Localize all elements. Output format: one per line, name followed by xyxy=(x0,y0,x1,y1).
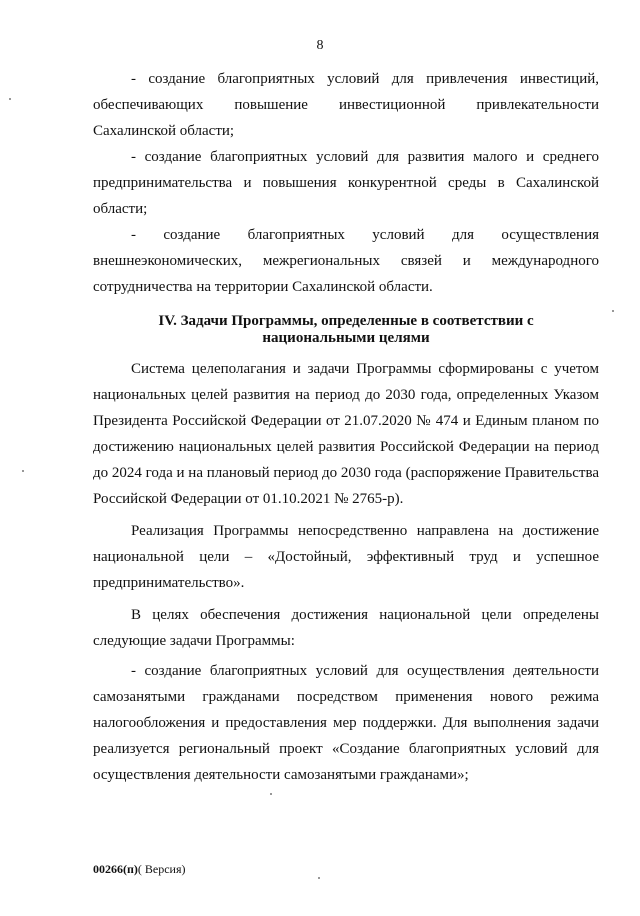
scan-speck xyxy=(22,470,24,472)
scan-speck xyxy=(318,877,320,879)
scan-speck xyxy=(9,98,11,100)
scan-speck xyxy=(612,310,614,312)
page-number: 8 xyxy=(316,38,324,53)
footer-version-label: ( Версия) xyxy=(137,862,186,876)
paragraph-program-tasks: В целях обеспечения достижения национальной цели определены следующие задачи Программы: xyxy=(93,607,599,649)
paragraph-program-implementation: Реализация Программы непосредственно направлена на достижение национальной цели – «Достойный, эффективный труд и успешное предпринимательство». xyxy=(93,523,599,591)
footer-doc-code: 00266(п) xyxy=(93,862,138,876)
list-item-investment: - создание благоприятных условий для привлечения инвестиций, обеспечивающих повышение инвестиционной привлекательности Сахалинской области; xyxy=(93,71,599,139)
list-item-self-employed: - создание благоприятных условий для осуществления деятельности самозанятыми гражданами посредством применения нового режима налогообложения и предоставления мер поддержки. Для выполнения задачи реализуется региональный проект «Создание благоприятных условий для осуществления деятельности самозанятыми гражданами»; xyxy=(93,663,599,783)
list-item-external-relations: - создание благоприятных условий для осуществления внешнеэкономических, межрегиональных связей и международного сотрудничества на территории Сахалинской области. xyxy=(93,227,599,295)
section-heading: IV. Задачи Программы, определенные в соответствии с национальными целями xyxy=(158,313,534,346)
scan-speck xyxy=(270,793,272,795)
document-footer xyxy=(93,861,186,877)
document-body xyxy=(93,66,599,788)
paragraph-goal-system: Система целеполагания и задачи Программы сформированы с учетом национальных целей развития на период до 2030 года, определенных Указом Президента Российской Федерации от 21.07.2020 № 474 и Единым планом по достижению национальных целей развития Российской Федерации на период до 2024 года и на плановый период до 2030 года (распоряжение Правительства Российской Федерации от 01.10.2021 № 2765-р). xyxy=(93,361,599,507)
list-item-small-business: - создание благоприятных условий для развития малого и среднего предпринимательства и повышения конкурентной среды в Сахалинской области; xyxy=(93,149,599,217)
